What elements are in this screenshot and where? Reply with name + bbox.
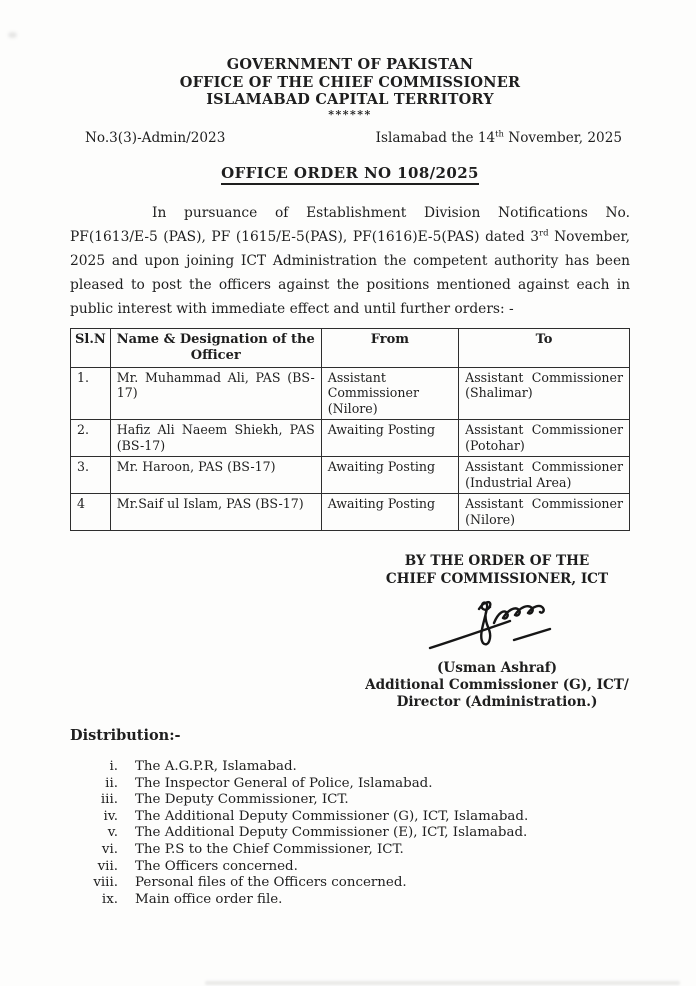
list-item-text: The Officers concerned. xyxy=(135,858,298,874)
letterhead-org: GOVERNMENT OF PAKISTAN xyxy=(226,56,474,73)
signatory-title-2: Director (Administration.) xyxy=(396,694,598,710)
list-item-text: The A.G.P.R, Islamabad. xyxy=(135,759,297,774)
list-item-number: viii. xyxy=(93,875,118,891)
table-row xyxy=(71,457,630,494)
list-item-number: ix. xyxy=(101,891,118,907)
col-header-sln: Sl.N xyxy=(71,328,111,367)
list-item xyxy=(70,809,630,826)
date-ordinal-suffix: rd xyxy=(539,227,549,238)
cell-from: Assistant Commissioner (Nilore) xyxy=(321,367,458,420)
col-header-to: To xyxy=(459,328,630,367)
table-row xyxy=(71,494,630,531)
signatory-block xyxy=(347,660,647,711)
table-header-row xyxy=(71,328,630,367)
body-paragraph: In pursuance of Establishment Division Notifications No. PF(1613/E-5 (PAS), PF (1615/E-5(PAS), PF(1616)E-5(PAS) dated 3rd November, 2025 and upon joining ICT Administration the competent authority has been pleased to post the officers against the positions mentioned against each in public interest with immediate effect and until further orders: - xyxy=(70,204,630,317)
reference-number: No.3(3)-Admin/2023 xyxy=(85,129,226,146)
cell-to: Assistant Commissioner (Industrial Area) xyxy=(459,457,630,494)
signature-block xyxy=(347,553,647,711)
list-item xyxy=(70,825,630,842)
by-order-lines xyxy=(347,553,647,588)
col-header-from: From xyxy=(321,328,458,367)
cell-sl: 2. xyxy=(71,420,111,457)
cell-to: Assistant Commissioner (Potohar) xyxy=(459,420,630,457)
list-item-number: vi. xyxy=(101,841,118,857)
list-item-text: The Additional Deputy Commissioner (E), ICT, Islamabad. xyxy=(135,825,528,841)
list-item-number: ii. xyxy=(105,775,118,791)
table-row xyxy=(71,420,630,457)
order-title: OFFICE ORDER NO 108/2025 xyxy=(70,163,630,184)
list-item-text: The Inspector General of Police, Islamabad. xyxy=(135,775,433,791)
list-item-text: Personal files of the Officers concerned. xyxy=(135,875,407,891)
letterhead-office: OFFICE OF THE CHIEF COMMISSIONER xyxy=(179,73,521,91)
list-item-number: v. xyxy=(107,825,118,841)
cell-from: Awaiting Posting xyxy=(321,494,458,531)
cell-sl: 3. xyxy=(71,457,111,494)
cell-name: Mr. Haroon, PAS (BS-17) xyxy=(110,457,321,494)
list-item xyxy=(70,875,630,892)
place-date: Islamabad the 14th November, 2025 xyxy=(375,127,622,146)
list-item xyxy=(70,892,630,909)
scan-artifact xyxy=(8,32,17,38)
cell-name: Hafiz Ali Naeem Shiekh, PAS (BS-17) xyxy=(110,420,321,457)
by-order-line2: CHIEF COMMISSIONER, ICT xyxy=(385,570,609,587)
letterhead xyxy=(70,56,630,109)
date-ordinal-suffix: th xyxy=(495,127,504,138)
list-item-number: vii. xyxy=(97,858,118,874)
list-item-text: Main office order file. xyxy=(135,891,283,907)
list-item-number: iii. xyxy=(100,792,118,808)
distribution-heading: Distribution:- xyxy=(70,727,181,744)
reference-row xyxy=(70,129,630,147)
letterhead-territory: ISLAMABAD CAPITAL TERRITORY xyxy=(206,91,494,108)
col-header-name: Name & Designation of the Officer xyxy=(110,328,321,367)
signature-image xyxy=(347,596,647,658)
by-order-line1: BY THE ORDER OF THE xyxy=(404,553,590,569)
cell-to: Assistant Commissioner (Shalimar) xyxy=(459,367,630,420)
cell-from: Awaiting Posting xyxy=(321,420,458,457)
list-item xyxy=(70,842,630,859)
list-item-text: The Deputy Commissioner, ICT. xyxy=(135,792,349,808)
postings-table xyxy=(70,328,630,532)
cell-name: Mr.Saif ul Islam, PAS (BS-17) xyxy=(110,494,321,531)
cell-sl: 4 xyxy=(71,494,111,531)
table-row xyxy=(71,367,630,420)
list-item xyxy=(70,776,630,793)
cell-to: Assistant Commissioner (Nilore) xyxy=(459,494,630,531)
list-item-text: The Additional Deputy Commissioner (G), ICT, Islamabad. xyxy=(135,808,529,824)
distribution-list xyxy=(70,759,630,908)
list-item-number: iv. xyxy=(103,808,118,824)
scan-artifact xyxy=(205,981,680,985)
list-item xyxy=(70,792,630,809)
signatory-name: (Usman Ashraf) xyxy=(436,660,558,676)
list-item xyxy=(70,859,630,876)
cell-from: Awaiting Posting xyxy=(321,457,458,494)
letterhead-separator: ****** xyxy=(328,107,372,121)
cell-sl: 1. xyxy=(71,367,111,420)
signatory-title-1: Additional Commissioner (G), ICT/ xyxy=(365,677,629,693)
cell-name: Mr. Muhammad Ali, PAS (BS-17) xyxy=(110,367,321,420)
list-item xyxy=(70,759,630,776)
list-item-text: The P.S to the Chief Commissioner, ICT. xyxy=(135,841,404,857)
list-item-number: i. xyxy=(109,759,118,774)
